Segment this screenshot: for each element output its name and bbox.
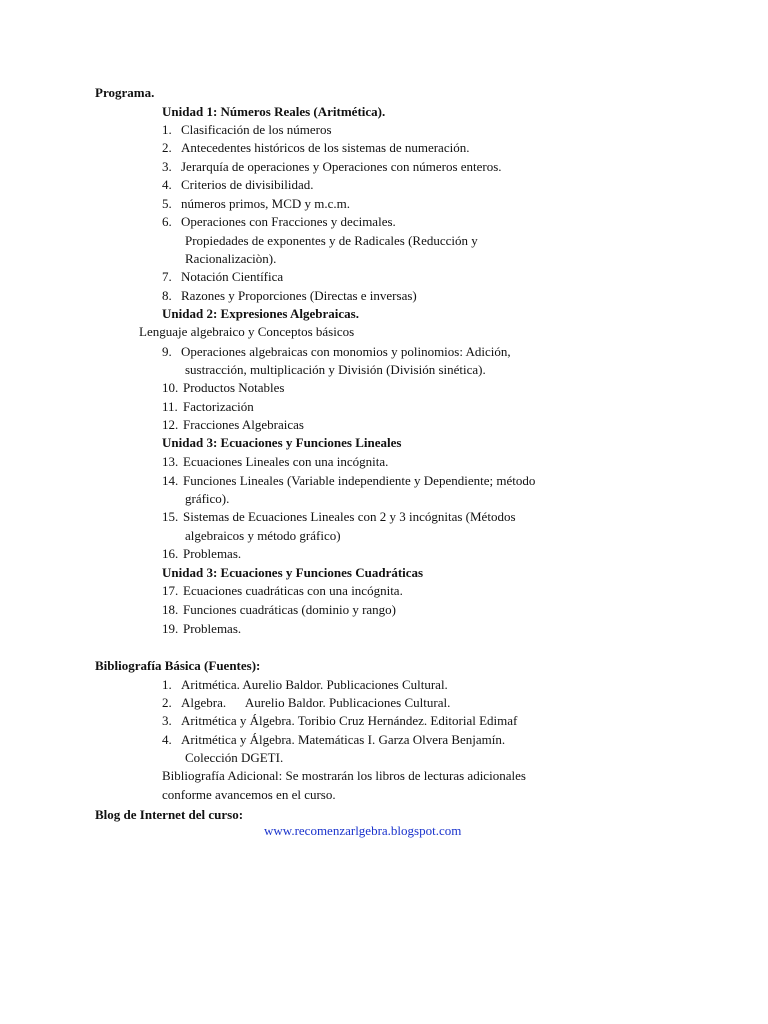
- list-item: 3. Aritmética y Álgebra. Toribio Cruz Hernández. Editorial Edimaf: [162, 713, 518, 728]
- list-item: 4. Aritmética y Álgebra. Matemáticas I. Garza Olvera Benjamín.: [162, 732, 506, 747]
- unidad-2-subtitle: Lenguaje algebraico y Conceptos básicos: [139, 324, 355, 339]
- list-item: 10. Productos Notables: [162, 380, 285, 395]
- list-item: 11. Factorización: [162, 399, 254, 414]
- list-item: 13. Ecuaciones Lineales con una incógnita.: [162, 454, 389, 469]
- programa-heading: Programa.: [95, 85, 155, 100]
- list-item: 12. Fracciones Algebraicas: [162, 417, 304, 432]
- list-item: 8. Razones y Proporciones (Directas e inversas): [162, 288, 417, 303]
- list-item: 17. Ecuaciones cuadráticas con una incógnita.: [162, 583, 403, 598]
- list-item: 19. Problemas.: [162, 621, 242, 636]
- list-item: 6. Operaciones con Fracciones y decimales.: [162, 214, 396, 229]
- list-item-continuation: sustracción, multiplicación y División (División sinética).: [185, 362, 486, 377]
- list-item: 4. Criterios de divisibilidad.: [162, 177, 314, 192]
- list-item-continuation: Propiedades de exponentes y de Radicales (Reducción y: [185, 233, 478, 248]
- list-item: 2. Algebra. Aurelio Baldor. Publicaciones Cultural.: [162, 695, 451, 710]
- unidad-1-title: Unidad 1: Números Reales (Aritmética).: [162, 104, 386, 119]
- blog-url-link[interactable]: www.recomenzarlgebra.blogspot.com: [264, 823, 462, 838]
- list-item: 7. Notación Científica: [162, 269, 284, 284]
- bibliografia-adicional-line-1: Bibliografía Adicional: Se mostrarán los libros de lecturas adicionales: [162, 768, 526, 783]
- unidad-2-title: Unidad 2: Expresiones Algebraicas.: [162, 306, 359, 321]
- unidad-3-title: Unidad 3: Ecuaciones y Funciones Lineales: [162, 435, 402, 450]
- list-item-continuation: algebraicos y método gráfico): [185, 528, 341, 543]
- list-item: 9. Operaciones algebraicas con monomios y polinomios: Adición,: [162, 344, 511, 359]
- bibliografia-heading: Bibliografía Básica (Fuentes):: [95, 658, 261, 673]
- blog-heading: Blog de Internet del curso:: [95, 807, 244, 822]
- list-item: 5. números primos, MCD y m.c.m.: [162, 196, 350, 211]
- list-item: 3. Jerarquía de operaciones y Operaciones con números enteros.: [162, 159, 502, 174]
- list-item: 18. Funciones cuadráticas (dominio y rango): [162, 602, 396, 617]
- unidad-4-title: Unidad 3: Ecuaciones y Funciones Cuadráticas: [162, 565, 424, 580]
- list-item-continuation: Racionalizaciòn).: [185, 251, 277, 266]
- list-item: 1. Clasificación de los números: [162, 122, 332, 137]
- list-item-continuation: gráfico).: [185, 491, 230, 506]
- list-item: 15. Sistemas de Ecuaciones Lineales con 2 y 3 incógnitas (Métodos: [162, 509, 516, 524]
- list-item: 16. Problemas.: [162, 546, 242, 561]
- list-item: 2. Antecedentes históricos de los sistemas de numeración.: [162, 140, 470, 155]
- bibliografia-adicional-line-2: conforme avancemos en el curso.: [162, 787, 336, 802]
- list-item: 14. Funciones Lineales (Variable independiente y Dependiente; método: [162, 473, 536, 488]
- list-item-continuation: Colección DGETI.: [185, 750, 284, 765]
- list-item: 1. Aritmética. Aurelio Baldor. Publicaciones Cultural.: [162, 677, 448, 692]
